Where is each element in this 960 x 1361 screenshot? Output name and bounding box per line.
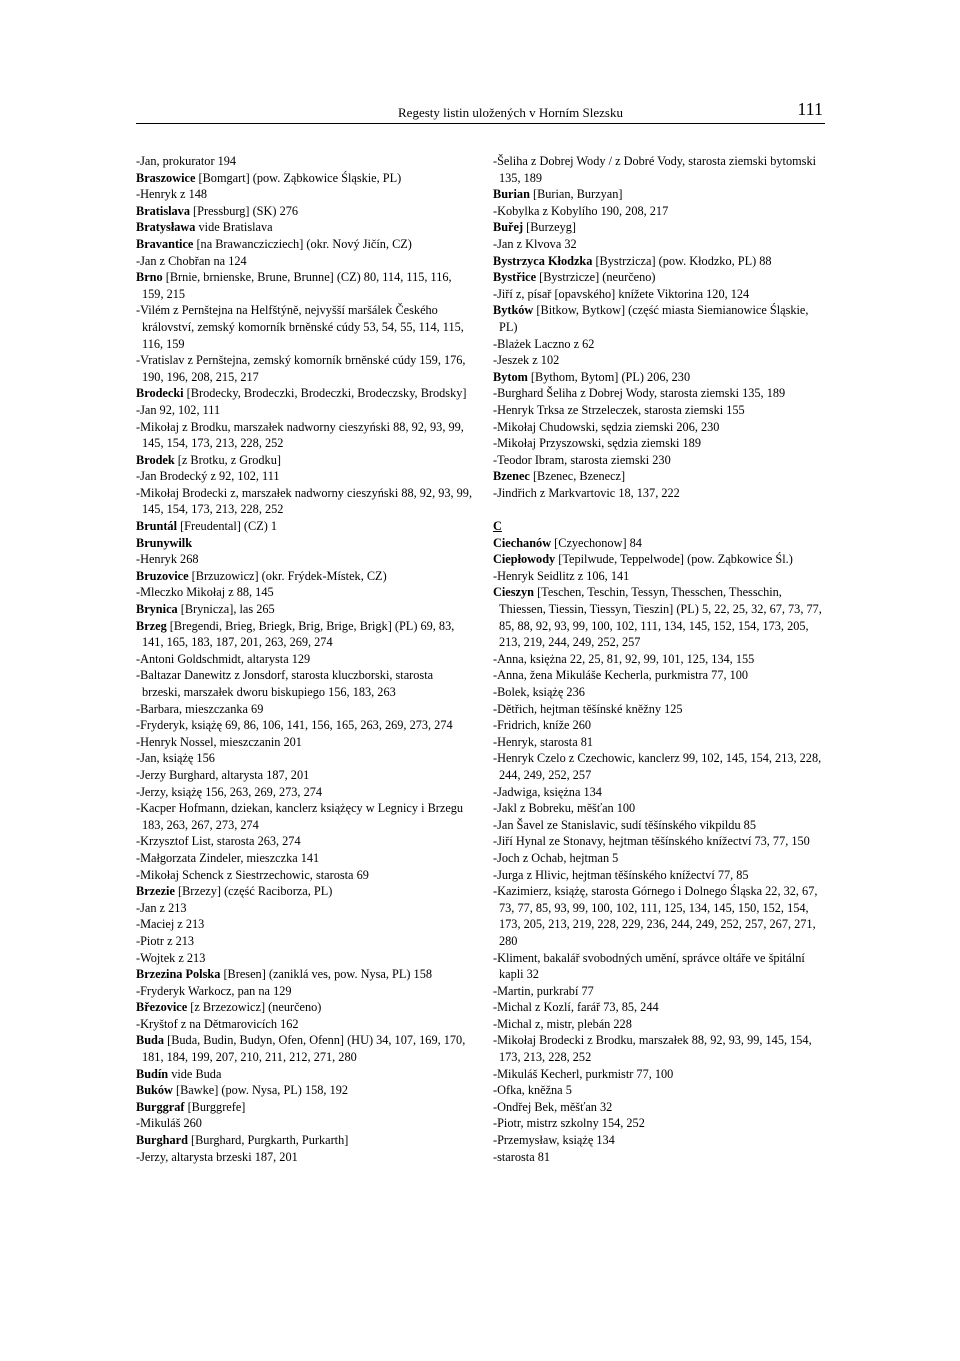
index-entry (493, 336, 829, 353)
entry-text: -Kryštof z na Dětmarovicích 162 (136, 1016, 299, 1031)
index-entry (136, 966, 474, 983)
index-entry (493, 784, 829, 801)
index-entry (136, 601, 474, 618)
entry-text: -Bolek, książę 236 (493, 685, 585, 699)
index-entry (493, 219, 829, 236)
index-entry (493, 302, 829, 335)
index-entry (493, 352, 829, 369)
index-entry (493, 817, 829, 834)
entry-text: -Antoni Goldschmidt, altarysta 129 (136, 651, 311, 666)
index-entry (493, 667, 829, 684)
entry-headword: Braszowice (136, 170, 196, 185)
index-entry (136, 651, 474, 668)
entry-text: -Baltazar Danewitz z Jonsdorf, starosta kluczborski, starosta brzeski, marszałek dworu biskupiego 156, 183, 263 (136, 668, 434, 699)
index-entry (136, 302, 474, 352)
index-entry (493, 999, 829, 1016)
entry-text: -Barbara, mieszczanka 69 (136, 701, 264, 716)
index-entry (493, 186, 829, 203)
entry-headword: Bystrzyca Kłodzka (493, 253, 593, 268)
index-entry (136, 850, 474, 867)
index-entry (493, 850, 829, 867)
index-entry (136, 767, 474, 784)
entry-text: -Martin, purkrabí 77 (493, 983, 594, 998)
index-entry (493, 1099, 829, 1116)
entry-headword: Brzeg (136, 618, 167, 633)
index-entry (136, 452, 474, 469)
entry-text: [Burzeyg] (523, 220, 576, 235)
entry-headword: Bystřice (493, 270, 537, 285)
index-entry (493, 950, 829, 983)
entry-text: -Jurga z Hlivic, hejtman těšínského knížectví 77, 85 (493, 867, 749, 882)
entry-text: -Jan z Klvova 32 (493, 236, 577, 251)
index-entry (493, 584, 829, 650)
entry-text: -Jan 92, 102, 111 (136, 402, 221, 417)
entry-text: -Piotr z 213 (136, 933, 195, 948)
index-entry (493, 286, 829, 303)
index-entry (136, 186, 474, 203)
entry-text: -Henryk Nossel, mieszczanin 201 (136, 734, 302, 749)
index-entry (136, 1016, 474, 1033)
index-entry (493, 1132, 829, 1149)
entry-text: [Bitkow, Bytkow] (część miasta Siemianowice Śląskie, PL) (499, 303, 809, 334)
entry-text: -Krzysztof List, starosta 263, 274 (136, 834, 301, 849)
index-entry (493, 435, 829, 452)
entry-text: -Henryk, starosta 81 (493, 734, 594, 749)
index-entry (136, 1132, 474, 1149)
entry-text: -Fridrich, kníže 260 (493, 718, 592, 733)
entry-text: -Jan Brodecký z 92, 102, 111 (136, 469, 280, 484)
index-entry (136, 385, 474, 402)
entry-text: -Anna, žena Mikuláše Kecherla, purkmistra 77, 100 (493, 668, 749, 683)
entry-text: -Jindřich z Markvartovic 18, 137, 222 (493, 485, 680, 500)
entry-text: -Jerzy, altarysta brzeski 187, 201 (136, 1149, 298, 1164)
entry-text: [z Brzezowicz] (neurčeno) (187, 1000, 322, 1015)
entry-text: -Ofka, kněžna 5 (493, 1083, 572, 1098)
entry-headword: Brodek (136, 452, 175, 467)
entry-headword: Brno (136, 270, 163, 285)
index-entry (136, 518, 474, 535)
entry-headword: Bratislava (136, 203, 190, 218)
index-entry (136, 1149, 474, 1166)
entry-headword: Bratysława (136, 220, 196, 235)
entry-text: -Michal z, mistr, plebán 228 (493, 1016, 632, 1031)
entry-headword: Buda (136, 1033, 165, 1048)
entry-text: [Burghard, Purgkarth, Purkarth] (187, 1133, 349, 1148)
entry-text: [Pressburg] (SK) 276 (189, 203, 299, 218)
entry-headword: Bruzovice (136, 568, 189, 583)
index-entry (493, 485, 829, 502)
index-column-right (493, 153, 829, 1165)
section-letter: C (493, 519, 502, 534)
entry-text: -Burghard Šeliha z Dobrej Wody, starosta ziemski 135, 189 (493, 386, 786, 401)
entry-text: -Przemysław, książę 134 (493, 1133, 615, 1148)
entry-text: -Jiří z, písař [opavského] knížete Viktorina 120, 124 (493, 286, 750, 301)
index-entry (136, 950, 474, 967)
index-entry (136, 535, 474, 552)
index-entry (136, 236, 474, 253)
entry-headword: Bytków (493, 303, 534, 318)
index-entry (136, 867, 474, 884)
entry-text: -Henryk z 148 (136, 187, 208, 202)
index-entry (136, 584, 474, 601)
entry-text: -Mikołaj Brodecki z Brodku, marszałek 88, 92, 93, 99, 145, 154, 173, 213, 228, 252 (493, 1033, 812, 1065)
entry-text: [Bythom, Bytom] (PL) 206, 230 (527, 369, 691, 384)
entry-text: -Mikołaj z Brodku, marszałek nadworny cieszyński 88, 92, 93, 99, 145, 154, 173, 213, 228, 252 (136, 419, 464, 451)
entry-text: -Michal z Kozlí, farář 73, 85, 244 (493, 1000, 659, 1015)
index-entry (493, 568, 829, 585)
entry-text: -Kliment, bakalář svobodných umění, správce oltáře ve špitální kapli 32 (493, 950, 805, 982)
entry-text: -Jan z 213 (136, 900, 187, 915)
index-entry (136, 916, 474, 933)
index-entry (493, 983, 829, 1000)
entry-text: -Henryk Trksa ze Strzeleczek, starosta ziemski 155 (493, 402, 745, 417)
entry-text: -Mikołaj Chudowski, sędzia ziemski 206, 230 (493, 419, 720, 434)
entry-text: -Šeliha z Dobrej Wody / z Dobré Vody, starosta ziemski bytomski 135, 189 (493, 154, 817, 185)
index-entry (136, 1032, 474, 1065)
entry-text: [Bregendi, Brieg, Briegk, Brig, Brige, Brigk] (PL) 69, 83, 141, 165, 183, 187, 201, 263, 269, 274 (142, 618, 455, 650)
entry-text: [Buda, Budin, Budyn, Ofen, Ofenn] (HU) 34, 107, 169, 170, 181, 184, 199, 207, 210, 211, 212, 271, 280 (142, 1033, 466, 1065)
index-entry (493, 402, 829, 419)
entry-text: -Jiří Hynal ze Stonavy, hejtman těšínského knížectví 73, 77, 150 (493, 834, 810, 849)
entry-text: vide Bratislava (195, 220, 273, 235)
index-entry (493, 419, 829, 436)
index-entry (493, 153, 829, 186)
entry-text: [Bystrzicza] (pow. Kłodzko, PL) 88 (592, 253, 772, 268)
entry-text: [na Brawanczicziech] (okr. Nový Jičín, CZ) (193, 236, 412, 251)
entry-text: -Jerzy, książę 156, 263, 269, 273, 274 (136, 784, 323, 799)
entry-text: -Blażek Laczno z 62 (493, 336, 595, 351)
index-entry (493, 833, 829, 850)
entry-text: -Ondřej Bek, měšťan 32 (493, 1099, 613, 1114)
entry-text: [Brzezy] (część Raciborza, PL) (174, 884, 333, 899)
entry-text: -starosta 81 (493, 1149, 551, 1164)
entry-text: -Dětřich, hejtman těšínské kněžny 125 (493, 701, 683, 716)
entry-headword: Burggraf (136, 1099, 185, 1114)
index-entry (493, 385, 829, 402)
entry-headword: Brynica (136, 602, 178, 617)
entry-text: -Jan, prokurator 194 (136, 154, 237, 168)
entry-text: [Bomgart] (pow. Ząbkowice Śląskie, PL) (195, 170, 402, 185)
entry-text: [Tepilwude, Teppelwode] (pow. Ząbkowice Śl.) (555, 552, 793, 567)
index-entry (136, 402, 474, 419)
index-entry (493, 236, 829, 253)
entry-text: -Kacper Hofmann, dziekan, kanclerz książęcy w Legnicy i Brzegu 183, 263, 267, 273, 274 (136, 801, 464, 832)
index-entry (136, 468, 474, 485)
running-title: Regesty listin uložených v Horním Slezsku (398, 105, 623, 120)
entry-text: -Mikuláš Kecherl, purkmistr 77, 100 (493, 1066, 674, 1081)
entry-text: -Kobylka z Kobylího 190, 208, 217 (493, 203, 669, 218)
entry-text: -Jan, książę 156 (136, 751, 215, 766)
entry-text: -Vilém z Pernštejna na Helfštýně, nejvyšší maršálek Českého království, zemský komorník brněnské cúdy 53, 54, 55, 114, 115, 116, 159 (136, 303, 464, 351)
index-entry (136, 203, 474, 220)
index-entry (136, 1066, 474, 1083)
page-number: 111 (797, 99, 823, 119)
index-entry (136, 153, 474, 170)
index-entry (493, 452, 829, 469)
entry-text: [Bawke] (pow. Nysa, PL) 158, 192 (172, 1083, 349, 1098)
index-entry (493, 253, 829, 270)
index-entry (493, 867, 829, 884)
index-entry (136, 800, 474, 833)
index-entry (136, 900, 474, 917)
index-entry (493, 701, 829, 718)
index-entry (136, 551, 474, 568)
index-entry (136, 568, 474, 585)
index-entry (493, 269, 829, 286)
entry-text: [Brzuzowicz] (okr. Frýdek-Místek, CZ) (188, 568, 387, 583)
entry-text: -Mikołaj Brodecki z, marszałek nadworny cieszyński 88, 92, 93, 99, 145, 154, 173, 213, 228, 252 (136, 485, 473, 517)
entry-text: [Bresen] (zaniklá ves, pow. Nysa, PL) 158 (220, 967, 432, 982)
entry-text: -Fryderyk, książę 69, 86, 106, 141, 156, 165, 263, 269, 273, 274 (136, 718, 453, 733)
index-entry (136, 269, 474, 302)
entry-text: -Małgorzata Zindeler, mieszczka 141 (136, 850, 320, 865)
entry-headword: Burghard (136, 1133, 188, 1148)
index-entry (136, 784, 474, 801)
index-entry (136, 734, 474, 751)
index-entry (493, 369, 829, 386)
entry-headword: Bzenec (493, 469, 530, 484)
entry-text: -Joch z Ochab, hejtman 5 (493, 850, 619, 865)
entry-text: -Anna, księżna 22, 25, 81, 92, 99, 101, 125, 134, 155 (493, 651, 755, 666)
index-entry (136, 717, 474, 734)
index-entry (136, 419, 474, 452)
index-entry (493, 551, 829, 568)
entry-text: -Mikołaj Schenck z Siestrzechowic, starosta 69 (136, 867, 369, 882)
index-entry (493, 203, 829, 220)
entry-text: [Teschen, Teschin, Tessyn, Thesschen, Thesschin, Thiessen, Tiessin, Tiessyn, Tieszin] (PL) 5, 22, 25, 32, 67, 73, 77, 85, 88, 92, 93, 99, 100, 102, 111, 134, 145, 152, 154, 173, 205, 213, 219, 244, 249, 252, 257 (499, 585, 822, 650)
entry-headword: Buřej (493, 220, 524, 235)
index-entry (136, 999, 474, 1016)
index-entry (136, 618, 474, 651)
entry-headword: Ciepłowody (493, 552, 556, 567)
entry-text: [Brynicza], las 265 (177, 602, 275, 617)
entry-text: -Henryk Seidlitz z 106, 141 (493, 568, 630, 583)
entry-text: -Mikuláš 260 (136, 1116, 202, 1131)
entry-headword: Cieszyn (493, 585, 534, 600)
entry-text: -Vratislav z Pernštejna, zemský komorník brněnské cúdy 159, 176, 190, 196, 208, 215, 217 (136, 353, 466, 384)
entry-text: [Brnie, brnienske, Brune, Brunne] (CZ) 80, 114, 115, 116, 159, 215 (142, 270, 452, 301)
index-entry (136, 883, 474, 900)
index-entry (493, 1082, 829, 1099)
entry-headword: Brunywilk (136, 535, 193, 550)
index-entry (136, 170, 474, 187)
index-entry (493, 800, 829, 817)
index-entry (493, 1066, 829, 1083)
entry-headword: Budín (136, 1066, 169, 1081)
entry-text: -Maciej z 213 (136, 917, 205, 932)
entry-text: -Teodor Ibram, starosta ziemski 230 (493, 452, 671, 467)
index-entry (136, 485, 474, 518)
entry-headword: Březovice (136, 1000, 188, 1015)
entry-text: -Mleczko Mikołaj z 88, 145 (136, 585, 274, 600)
entry-text: -Mikołaj Przyszowski, sędzia ziemski 189 (493, 436, 701, 451)
entry-text: -Wojtek z 213 (136, 950, 206, 965)
entry-text: -Jan Šavel ze Stanislavic, sudí těšínského vikpildu 85 (493, 817, 756, 832)
index-entry (493, 468, 829, 485)
index-entry (493, 651, 829, 668)
index-entry (136, 701, 474, 718)
running-header (136, 96, 825, 124)
index-entry (136, 219, 474, 236)
entry-headword: Brzezina Polska (136, 967, 221, 982)
entry-text: [Brodecky, Brodeczki, Brodeczki, Brodeczsky, Brodsky] (183, 386, 467, 401)
entry-headword: Ciechanów (493, 535, 552, 550)
entry-headword: Bytom (493, 369, 528, 384)
entry-text: [Burggrefe] (184, 1099, 246, 1114)
entry-text: [z Brotku, z Grodku] (174, 452, 281, 467)
index-entry (493, 1016, 829, 1033)
entry-text: -Jerzy Burghard, altarysta 187, 201 (136, 767, 310, 782)
entry-text: [Burian, Burzyan] (529, 187, 623, 202)
entry-text: -Jan z Chobřan na 124 (136, 253, 247, 268)
entry-text: [Freudental] (CZ) 1 (177, 519, 278, 534)
entry-text: -Fryderyk Warkocz, pan na 129 (136, 983, 292, 998)
index-entry (136, 983, 474, 1000)
index-entry (493, 1149, 829, 1166)
index-entry (136, 253, 474, 270)
index-entry (136, 352, 474, 385)
index-entry (493, 1115, 829, 1132)
index-entry (136, 833, 474, 850)
entry-text: -Jakl z Bobreku, měšťan 100 (493, 801, 636, 816)
entry-text: -Jeszek z 102 (493, 353, 560, 368)
entry-headword: Brodecki (136, 386, 184, 401)
index-entry (493, 734, 829, 751)
entry-headword: Buków (136, 1083, 173, 1098)
entry-text: -Henryk Czelo z Czechowic, kanclerz 99, 102, 145, 154, 213, 228, 244, 249, 252, 257 (493, 751, 822, 782)
entry-text: [Bystrzicze] (neurčeno) (536, 270, 656, 285)
index-entry (493, 684, 829, 701)
entry-text: vide Buda (168, 1066, 222, 1081)
index-entry (493, 717, 829, 734)
entry-headword: Burian (493, 187, 530, 202)
entry-headword: Bravantice (136, 236, 194, 251)
index-column-left (136, 153, 474, 1165)
index-entry (136, 1099, 474, 1116)
entry-headword: Brzezie (136, 884, 175, 899)
entry-text: -Piotr, mistrz szkolny 154, 252 (493, 1116, 645, 1131)
entry-text: [Czyechonow] 84 (551, 535, 642, 550)
index-entry (136, 1115, 474, 1132)
entry-headword: Bruntál (136, 519, 177, 534)
index-entry (493, 750, 829, 783)
index-entry (136, 933, 474, 950)
index-entry (136, 667, 474, 700)
entry-text: [Bzenec, Bzenecz] (529, 469, 626, 484)
index-entry (493, 883, 829, 949)
entry-text: -Henryk 268 (136, 552, 199, 567)
index-entry (493, 535, 829, 552)
index-entry (493, 1032, 829, 1065)
index-entry (136, 1082, 474, 1099)
index-entry (136, 750, 474, 767)
entry-text: -Kazimierz, książę, starosta Górnego i Dolnego Śląska 22, 32, 67, 73, 77, 85, 93, 99, 100, 102, 111, 125, 134, 145, 150, 152, 154, 173, 205, 213, 219, 228, 229, 236, 244, 249, 252, 257, 267, 271, 280 (493, 884, 818, 948)
entry-text: -Jadwiga, księżna 134 (493, 784, 602, 799)
